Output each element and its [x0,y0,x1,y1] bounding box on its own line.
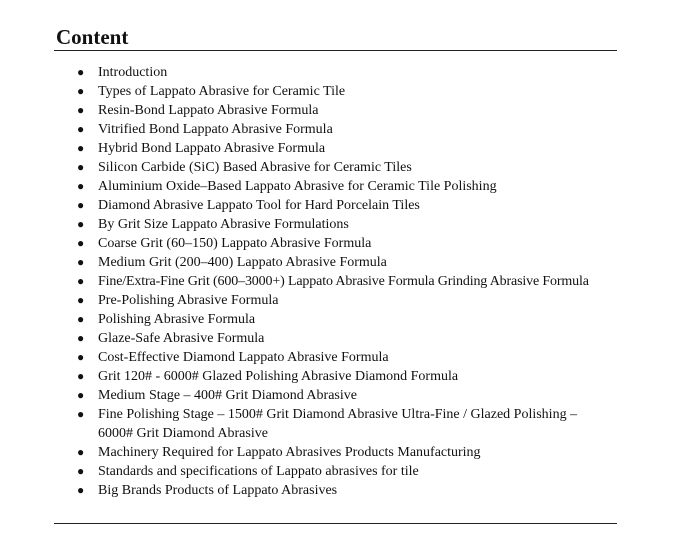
list-item [54,158,617,177]
bullet-icon: ● [77,65,85,79]
list-item-text: Hybrid Bond Lappato Abrasive Formula [98,141,326,156]
list-item-text: Vitrified Bond Lappato Abrasive Formula [98,122,333,137]
list-item [54,481,617,500]
list-item [54,462,617,481]
list-item [54,215,617,234]
list-item [54,101,617,120]
list-item-text: Diamond Abrasive Lappato Tool for Hard Porcelain Tiles [98,198,420,213]
list-item-text: Glaze-Safe Abrasive Formula [98,331,265,346]
list-item [54,367,617,386]
bullet-icon: ● [77,84,85,98]
list-item [54,120,617,139]
list-item-text: Aluminium Oxide–Based Lappato Abrasive for Ceramic Tile Polishing [98,179,497,194]
bullet-icon: ● [77,217,85,231]
list-item [54,82,617,101]
document-page [54,0,617,538]
list-item-text: Fine/Extra-Fine Grit (600–3000+) Lappato Abrasive Formula Grinding Abrasive Formula [98,274,589,289]
bullet-icon: ● [77,122,85,136]
list-item-text: Polishing Abrasive Formula [98,312,256,327]
bullet-icon: ● [77,388,85,402]
list-item [54,386,617,405]
bullet-icon: ● [77,312,85,326]
list-item [54,196,617,215]
bullet-icon: ● [77,407,85,421]
bullet-icon: ● [77,236,85,250]
list-item-text: Machinery Required for Lappato Abrasives Products Manufacturing [98,445,481,460]
list-item [54,329,617,348]
bullet-icon: ● [77,293,85,307]
bullet-icon: ● [77,274,85,288]
list-item-text: Pre-Polishing Abrasive Formula [98,293,279,308]
list-item [54,63,617,82]
bullet-icon: ● [77,369,85,383]
bullet-icon: ● [77,445,85,459]
list-item [54,272,617,291]
heading-rule [54,50,617,51]
list-item [54,348,617,367]
page-title: Content [56,25,129,49]
list-item [54,234,617,253]
list-item [54,177,617,196]
list-item [54,253,617,272]
list-item [54,291,617,310]
bullet-icon: ● [77,103,85,117]
list-item-text: Types of Lappato Abrasive for Ceramic Tile [98,84,346,99]
bullet-icon: ● [77,198,85,212]
list-item [54,139,617,158]
footer-rule [54,523,617,524]
list-item-text: Introduction [98,65,168,80]
list-item-text: Grit 120# - 6000# Glazed Polishing Abrasive Diamond Formula [98,369,459,384]
list-item-text: Coarse Grit (60–150) Lappato Abrasive Formula [98,236,372,251]
list-item-text: Cost-Effective Diamond Lappato Abrasive Formula [98,350,389,365]
bullet-icon: ● [77,331,85,345]
bullet-icon: ● [77,179,85,193]
list-item-text: Medium Grit (200–400) Lappato Abrasive Formula [98,255,387,270]
list-item-text: Medium Stage – 400# Grit Diamond Abrasive [98,388,357,403]
bullet-icon: ● [77,141,85,155]
list-item-text: Big Brands Products of Lappato Abrasives [98,483,338,498]
list-item-text: Resin-Bond Lappato Abrasive Formula [98,103,319,118]
bullet-icon: ● [77,255,85,269]
list-item-text: Silicon Carbide (SiC) Based Abrasive for Ceramic Tiles [98,160,412,175]
bullet-icon: ● [77,350,85,364]
list-item [54,310,617,329]
bullet-icon: ● [77,464,85,478]
list-item-text: By Grit Size Lappato Abrasive Formulations [98,217,349,232]
list-item-text: Fine Polishing Stage – 1500# Grit Diamond Abrasive Ultra-Fine / Glazed Polishing – 6000# Grit Diamond Abrasive [98,407,578,441]
bullet-icon: ● [77,483,85,497]
list-item [54,405,617,443]
table-of-contents [54,63,617,500]
list-item-text: Standards and specifications of Lappato abrasives for tile [98,464,419,479]
bullet-icon: ● [77,160,85,174]
list-item [54,443,617,462]
